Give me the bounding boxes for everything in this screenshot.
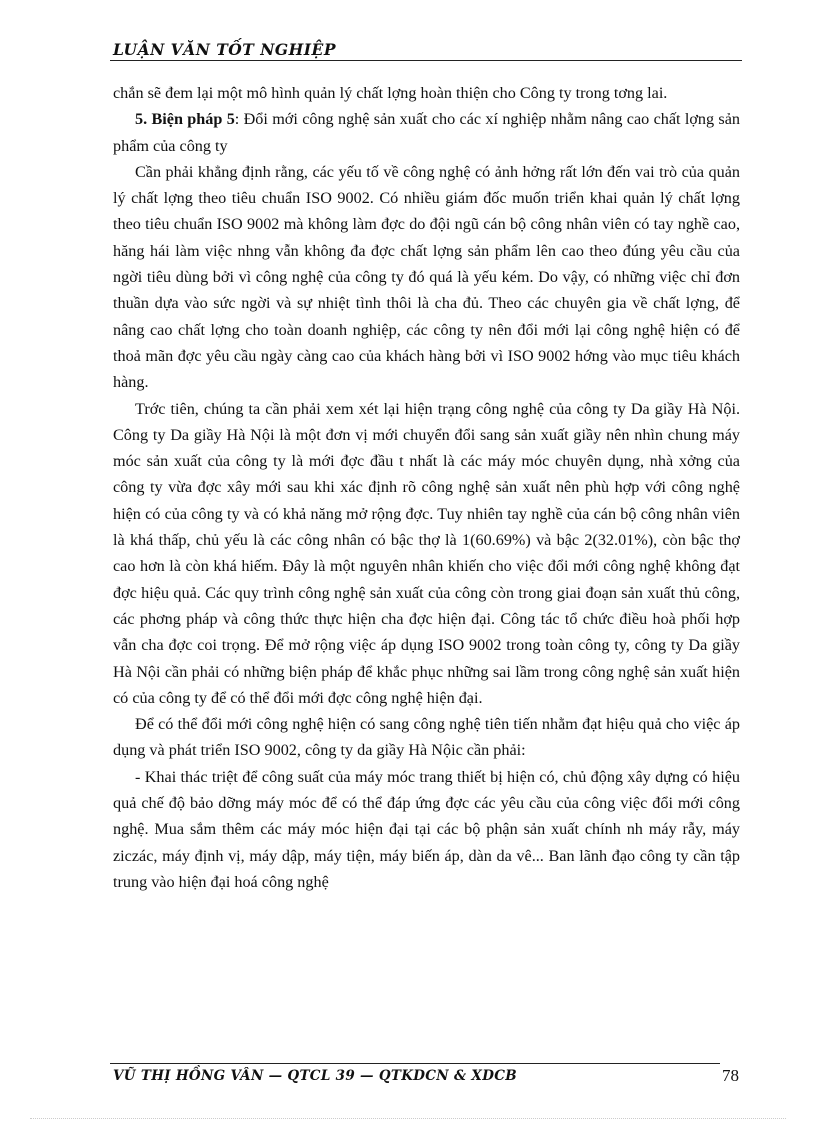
paragraph-requirements-intro: Để có thể đổi mới công nghệ hiện có sang công nghệ tiên tiến nhằm đạt hiệu quả cho việc áp dụng và phát triển ISO 9002, công ty da giầy Hà Nộic cần phải: — [113, 715, 740, 760]
paragraph-current-state: Trớc tiên, chúng ta cần phải xem xét lại hiện trạng công nghệ của công ty Da giầy Hà Nội. Công ty Da giầy Hà Nội là một đơn vị mới chuyển đổi sang sản xuất giầy nên nhìn chung máy móc sản xuất của công ty là mới đợc đầu t nhất là các máy móc chuyên dụng, nhà xởng của công ty vừa đợc xây mới sau khi xác định rõ công nghệ sản xuất nên phù hợp với công nghệ hiện có của công ty và có khả năng mở rộng đợc. Tuy nhiên tay nghề của cán bộ công nhân viên là khá thấp, chủ yếu là các công nhân có bậc thợ là 1(60.69%) và bậc 2(32.01%), còn bậc thợ cao hơn là còn khá hiếm. Đây là một nguyên nhân khiến cho việc đổi mới công nghệ không đạt đợc hiệu quả. Các quy trình công nghệ sản xuất của công còn trong giai đoạn sản xuất thủ công, các phơng pháp và công thức thực hiện cha đợc hiện đại. Công tác tổ chức điều hoà phối hợp vẫn cha đợc coi trọng. Để mở rộng việc áp dụng ISO 9002 trong toàn công ty, công ty Da giầy Hà Nội cần phải có những biện pháp để khắc phục những sai lầm trong công nghệ sản xuất hiện có của công ty để có thể đổi mới đợc công nghệ hiện đại. — [113, 399, 740, 707]
footer-divider — [110, 1063, 720, 1064]
list-item-exploit-capacity: - Khai thác triệt để công suất của máy móc trang thiết bị hiện có, chủ động xây dựng có hiệu quả chế độ bảo dỡng máy móc để có thể đáp ứng đợc các yêu cầu của công việc đổi mới công nghệ. Mua sắm thêm các máy móc hiện đại tại các bộ phận sản xuất chính nh máy rẫy, máy ziczác, máy định vị, máy dập, máy tiện, máy biến áp, dàn da vê... Ban lãnh đạo công ty cần tập trung vào hiện đại hoá công nghệ — [113, 767, 740, 891]
page-number: 78 — [722, 1066, 739, 1085]
header-divider — [110, 60, 742, 61]
running-header: LUẬN VĂN TỐT NGHIỆP — [113, 40, 337, 59]
paragraph-technology-role: Cần phải khẳng định rằng, các yếu tố về công nghệ có ảnh hởng rất lớn đến vai trò của quản lý chất lợng theo tiêu chuẩn ISO 9002. Có nhiều giám đốc muốn triển khai quản lý chất lợng theo tiêu chuẩn ISO 9002 mà không làm đợc do đội ngũ cán bộ công nhân viên có tay nghề cao, hăng hái làm việc nhng vẫn không đa đợc chất lợng sản phẩm lên cao theo đúng yêu cầu của ngời tiêu dùng bởi vì công nghệ của công ty đó quá là yếu kém. Do vậy, có những việc chỉ đơn thuần dựa vào sức ngời và sự nhiệt tình thôi là cha đủ. Theo các chuyên gia về chất lợng, để nâng cao chất lợng cho toàn doanh nghiệp, các công ty nên đổi mới lại công nghệ hiện có để thoả mãn đợc yêu cầu ngày càng cao của khách hàng bởi vì ISO 9002 hớng vào mục tiêu khách hàng. — [113, 162, 740, 392]
paragraph-continuation: chắn sẽ đem lại một mô hình quản lý chất lợng hoàn thiện cho Công ty trong tơng lai. — [113, 84, 668, 102]
measure-heading-paragraph — [113, 106, 740, 159]
footer-author: VŨ THỊ HỒNG VÂN — QTCL 39 — QTKDCN & XDCB — [113, 1068, 517, 1084]
measure-title: : Đổi mới công nghệ sản xuất cho các xí nghiệp nhằm nâng cao chất lợng sản phẩm của công ty — [113, 110, 741, 155]
page-body — [113, 80, 740, 895]
measure-label: 5. Biện pháp 5 — [135, 110, 235, 129]
page-bottom-border — [30, 1118, 786, 1119]
